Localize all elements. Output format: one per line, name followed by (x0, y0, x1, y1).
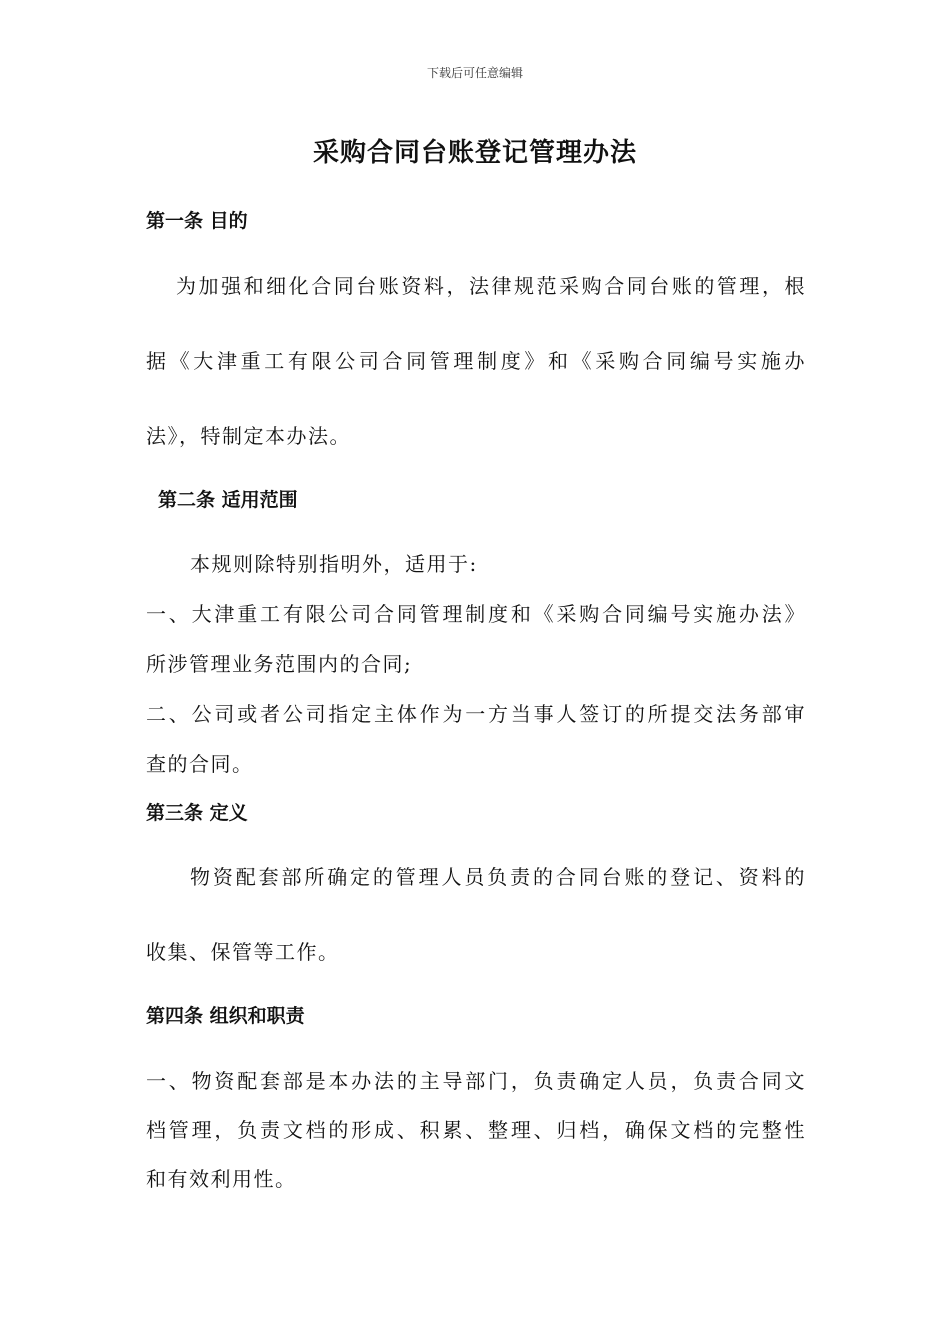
article-2-line-4: 二、公司或者公司指定主体作为一方当事人签订的所提交法务部审 (146, 702, 806, 726)
article-2-line-1: 本规则除特别指明外，适用于: (190, 552, 478, 576)
article-2-line-5: 查的合同。 (146, 752, 254, 776)
article-2-line-2: 一、大津重工有限公司合同管理制度和《采购合同编号实施办法》 (146, 602, 806, 626)
article-4-line-1: 一、物资配套部是本办法的主导部门，负责确定人员，负责合同文 (146, 1069, 806, 1093)
article-1-line-2: 据《大津重工有限公司合同管理制度》和《采购合同编号实施办 (146, 349, 806, 373)
document-title: 采购合同台账登记管理办法 (312, 138, 637, 168)
article-3-heading: 第三条 定义 (146, 802, 248, 824)
article-2-heading: 第二条 适用范围 (158, 489, 298, 511)
page-header-note: 下载后可任意编辑 (426, 66, 523, 80)
article-3-line-2: 收集、保管等工作。 (146, 940, 340, 964)
article-3-line-1: 物资配套部所确定的管理人员负责的合同台账的登记、资料的 (190, 865, 806, 889)
article-4-line-2: 档管理，负责文档的形成、积累、整理、归档，确保文档的完整性 (146, 1118, 806, 1142)
article-2-line-3: 所涉管理业务范围内的合同; (146, 652, 413, 676)
article-1-heading: 第一条 目的 (146, 210, 248, 232)
article-1-line-1: 为加强和细化合同台账资料，法律规范采购合同台账的管理，根 (176, 274, 806, 298)
article-4-heading: 第四条 组织和职责 (146, 1005, 305, 1027)
article-4-line-3: 和有效利用性。 (146, 1167, 297, 1191)
article-1-line-3: 法》，特制定本办法。 (146, 424, 351, 448)
